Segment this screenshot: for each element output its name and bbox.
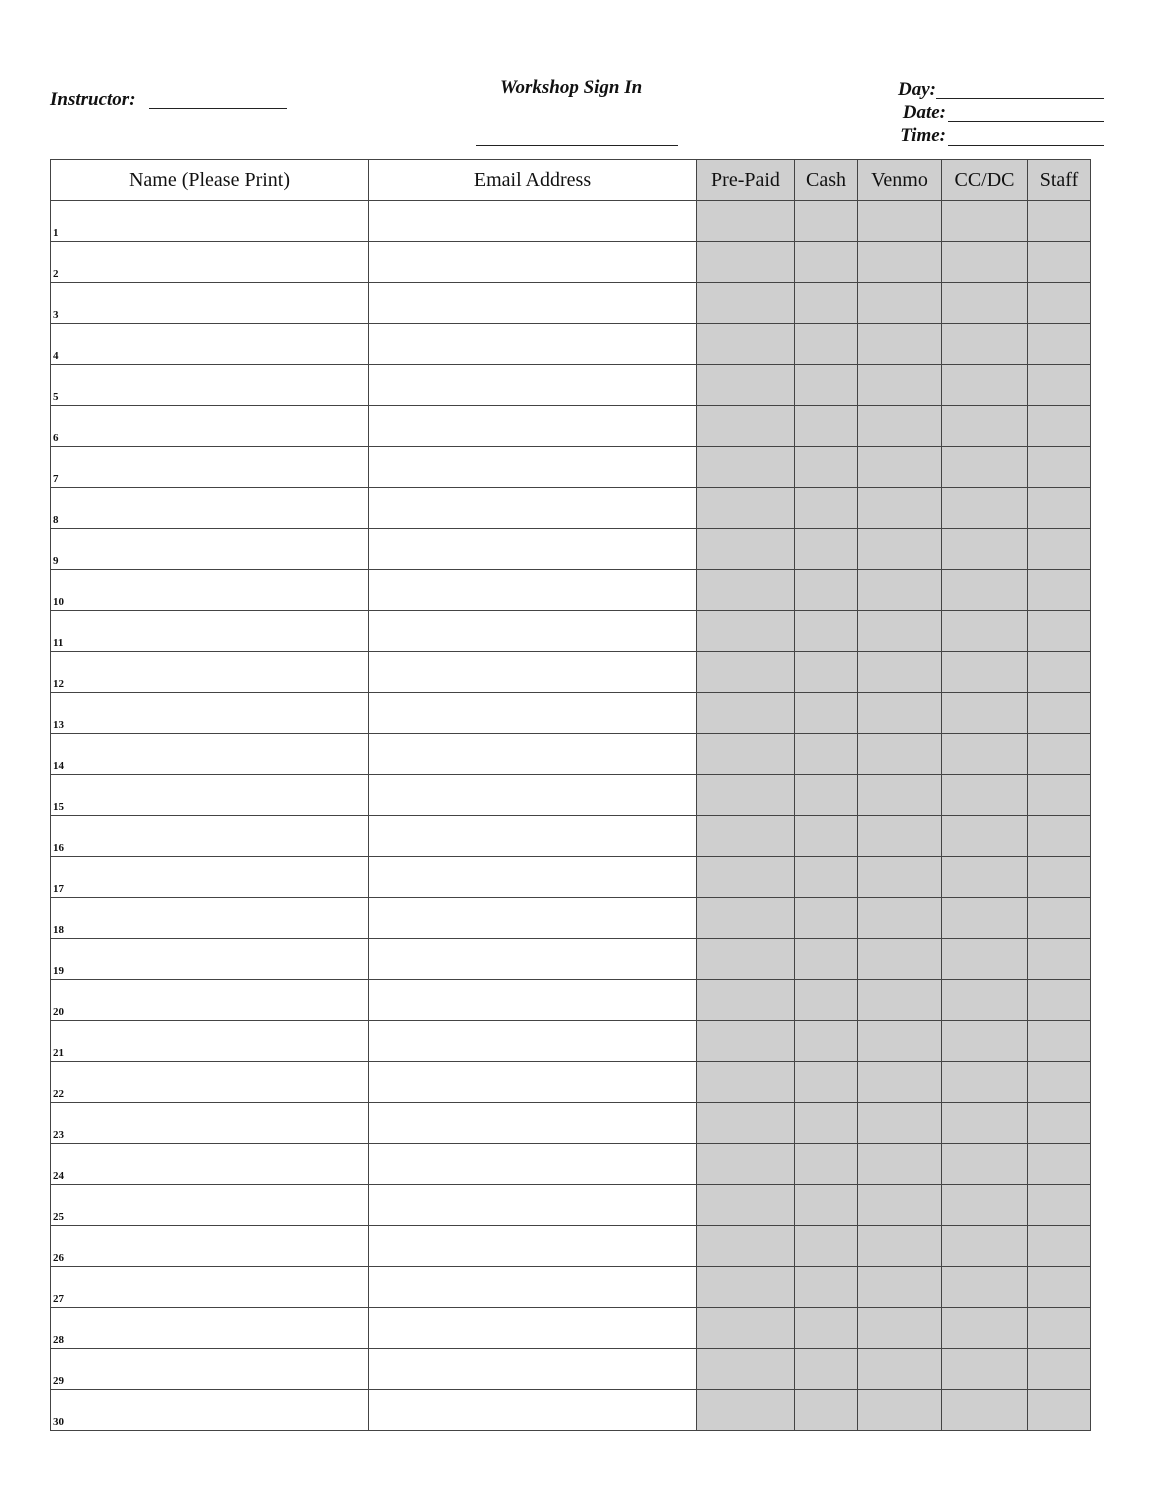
venmo-cell[interactable] [858, 693, 942, 734]
table-row [51, 1144, 1091, 1185]
workshop-name-field[interactable] [476, 145, 678, 146]
table-header-row [51, 160, 1091, 201]
email-cell[interactable] [369, 652, 697, 693]
ccdc-cell[interactable] [942, 693, 1028, 734]
row-number: 27 [53, 1293, 64, 1305]
cash-cell[interactable] [795, 201, 858, 242]
table-row [51, 652, 1091, 693]
cash-cell[interactable] [795, 242, 858, 283]
prepaid-cell[interactable] [697, 898, 795, 939]
table-row [51, 201, 1091, 242]
day-field[interactable] [936, 98, 1104, 99]
staff-cell[interactable] [1028, 1021, 1091, 1062]
staff-cell[interactable] [1028, 488, 1091, 529]
name-cell[interactable] [51, 1144, 369, 1185]
staff-cell[interactable] [1028, 1062, 1091, 1103]
venmo-cell[interactable] [858, 816, 942, 857]
ccdc-cell[interactable] [942, 529, 1028, 570]
prepaid-cell[interactable] [697, 652, 795, 693]
name-cell[interactable] [51, 939, 369, 980]
name-cell[interactable] [51, 1185, 369, 1226]
prepaid-cell[interactable] [697, 980, 795, 1021]
email-cell[interactable] [369, 201, 697, 242]
table-row [51, 1226, 1091, 1267]
row-number: 10 [53, 596, 64, 608]
staff-cell[interactable] [1028, 365, 1091, 406]
prepaid-cell[interactable] [697, 283, 795, 324]
row-number: 21 [53, 1047, 64, 1059]
prepaid-cell[interactable] [697, 242, 795, 283]
email-cell[interactable] [369, 570, 697, 611]
prepaid-cell[interactable] [697, 611, 795, 652]
venmo-cell[interactable] [858, 529, 942, 570]
ccdc-cell[interactable] [942, 1349, 1028, 1390]
row-number: 15 [53, 801, 64, 813]
venmo-cell[interactable] [858, 939, 942, 980]
row-number: 24 [53, 1170, 64, 1182]
table-row [51, 242, 1091, 283]
table-row [51, 1185, 1091, 1226]
staff-cell[interactable] [1028, 201, 1091, 242]
prepaid-cell[interactable] [697, 1226, 795, 1267]
name-cell[interactable] [51, 447, 369, 488]
name-cell[interactable] [51, 857, 369, 898]
table-row [51, 939, 1091, 980]
cash-cell[interactable] [795, 1103, 858, 1144]
prepaid-cell[interactable] [697, 1349, 795, 1390]
row-number: 2 [53, 268, 59, 280]
column-header-ccdc: CC/DC [942, 160, 1028, 201]
table-row [51, 529, 1091, 570]
prepaid-cell[interactable] [697, 365, 795, 406]
staff-cell[interactable] [1028, 406, 1091, 447]
page-title: Workshop Sign In [500, 77, 643, 98]
email-cell[interactable] [369, 1062, 697, 1103]
ccdc-cell[interactable] [942, 570, 1028, 611]
cash-cell[interactable] [795, 1144, 858, 1185]
column-header-venmo: Venmo [858, 160, 942, 201]
staff-cell[interactable] [1028, 1267, 1091, 1308]
ccdc-cell[interactable] [942, 1390, 1028, 1431]
column-header-cash: Cash [795, 160, 858, 201]
venmo-cell[interactable] [858, 242, 942, 283]
name-cell[interactable] [51, 1390, 369, 1431]
prepaid-cell[interactable] [697, 1185, 795, 1226]
column-header-email: Email Address [369, 160, 697, 201]
prepaid-cell[interactable] [697, 324, 795, 365]
cash-cell[interactable] [795, 611, 858, 652]
row-number: 9 [53, 555, 59, 567]
column-header-name: Name (Please Print) [51, 160, 369, 201]
name-cell[interactable] [51, 611, 369, 652]
venmo-cell[interactable] [858, 406, 942, 447]
email-cell[interactable] [369, 529, 697, 570]
staff-cell[interactable] [1028, 1308, 1091, 1349]
row-number: 13 [53, 719, 64, 731]
ccdc-cell[interactable] [942, 857, 1028, 898]
venmo-cell[interactable] [858, 488, 942, 529]
table-row [51, 1021, 1091, 1062]
ccdc-cell[interactable] [942, 652, 1028, 693]
table-row [51, 775, 1091, 816]
name-cell[interactable] [51, 1226, 369, 1267]
ccdc-cell[interactable] [942, 1144, 1028, 1185]
name-cell[interactable] [51, 734, 369, 775]
prepaid-cell[interactable] [697, 1103, 795, 1144]
prepaid-cell[interactable] [697, 1021, 795, 1062]
row-number: 23 [53, 1129, 64, 1141]
prepaid-cell[interactable] [697, 488, 795, 529]
row-number: 18 [53, 924, 64, 936]
name-cell[interactable] [51, 1349, 369, 1390]
table-row [51, 1267, 1091, 1308]
table-row [51, 857, 1091, 898]
staff-cell[interactable] [1028, 857, 1091, 898]
email-cell[interactable] [369, 242, 697, 283]
name-cell[interactable] [51, 693, 369, 734]
staff-cell[interactable] [1028, 570, 1091, 611]
cash-cell[interactable] [795, 447, 858, 488]
email-cell[interactable] [369, 1185, 697, 1226]
staff-cell[interactable] [1028, 980, 1091, 1021]
staff-cell[interactable] [1028, 611, 1091, 652]
name-cell[interactable] [51, 1103, 369, 1144]
ccdc-cell[interactable] [942, 816, 1028, 857]
cash-cell[interactable] [795, 1308, 858, 1349]
venmo-cell[interactable] [858, 1308, 942, 1349]
ccdc-cell[interactable] [942, 406, 1028, 447]
ccdc-cell[interactable] [942, 1021, 1028, 1062]
email-cell[interactable] [369, 1390, 697, 1431]
cash-cell[interactable] [795, 365, 858, 406]
venmo-cell[interactable] [858, 324, 942, 365]
table-row [51, 1308, 1091, 1349]
ccdc-cell[interactable] [942, 1062, 1028, 1103]
ccdc-cell[interactable] [942, 734, 1028, 775]
staff-cell[interactable] [1028, 775, 1091, 816]
email-cell[interactable] [369, 365, 697, 406]
name-cell[interactable] [51, 1021, 369, 1062]
name-cell[interactable] [51, 529, 369, 570]
name-cell[interactable] [51, 324, 369, 365]
venmo-cell[interactable] [858, 283, 942, 324]
staff-cell[interactable] [1028, 1390, 1091, 1431]
prepaid-cell[interactable] [697, 201, 795, 242]
row-number: 22 [53, 1088, 64, 1100]
email-cell[interactable] [369, 816, 697, 857]
cash-cell[interactable] [795, 693, 858, 734]
cash-cell[interactable] [795, 734, 858, 775]
prepaid-cell[interactable] [697, 1267, 795, 1308]
cash-cell[interactable] [795, 1349, 858, 1390]
table-body [51, 201, 1091, 1431]
name-cell[interactable] [51, 898, 369, 939]
table-row [51, 488, 1091, 529]
time-field[interactable] [948, 145, 1104, 146]
email-cell[interactable] [369, 447, 697, 488]
ccdc-cell[interactable] [942, 488, 1028, 529]
email-cell[interactable] [369, 611, 697, 652]
ccdc-cell[interactable] [942, 775, 1028, 816]
cash-cell[interactable] [795, 529, 858, 570]
time-label: Time: [900, 125, 946, 146]
prepaid-cell[interactable] [697, 1308, 795, 1349]
cash-cell[interactable] [795, 652, 858, 693]
cash-cell[interactable] [795, 816, 858, 857]
email-cell[interactable] [369, 775, 697, 816]
row-number: 5 [53, 391, 59, 403]
table-row [51, 1390, 1091, 1431]
ccdc-cell[interactable] [942, 447, 1028, 488]
venmo-cell[interactable] [858, 1144, 942, 1185]
venmo-cell[interactable] [858, 857, 942, 898]
cash-cell[interactable] [795, 857, 858, 898]
email-cell[interactable] [369, 734, 697, 775]
venmo-cell[interactable] [858, 652, 942, 693]
cash-cell[interactable] [795, 1390, 858, 1431]
venmo-cell[interactable] [858, 1349, 942, 1390]
ccdc-cell[interactable] [942, 324, 1028, 365]
instructor-label: Instructor: [50, 89, 136, 110]
instructor-field[interactable] [149, 108, 287, 109]
row-number: 6 [53, 432, 59, 444]
staff-cell[interactable] [1028, 1226, 1091, 1267]
table-row [51, 447, 1091, 488]
staff-cell[interactable] [1028, 283, 1091, 324]
column-header-prepaid: Pre-Paid [697, 160, 795, 201]
venmo-cell[interactable] [858, 611, 942, 652]
name-cell[interactable] [51, 980, 369, 1021]
venmo-cell[interactable] [858, 980, 942, 1021]
row-number: 1 [53, 227, 59, 239]
cash-cell[interactable] [795, 898, 858, 939]
venmo-cell[interactable] [858, 570, 942, 611]
name-cell[interactable] [51, 1062, 369, 1103]
table-row [51, 283, 1091, 324]
cash-cell[interactable] [795, 324, 858, 365]
row-number: 16 [53, 842, 64, 854]
cash-cell[interactable] [795, 980, 858, 1021]
staff-cell[interactable] [1028, 734, 1091, 775]
name-cell[interactable] [51, 283, 369, 324]
email-cell[interactable] [369, 1103, 697, 1144]
email-cell[interactable] [369, 324, 697, 365]
staff-cell[interactable] [1028, 1144, 1091, 1185]
name-cell[interactable] [51, 365, 369, 406]
row-number: 4 [53, 350, 59, 362]
staff-cell[interactable] [1028, 529, 1091, 570]
table-row [51, 980, 1091, 1021]
staff-cell[interactable] [1028, 898, 1091, 939]
ccdc-cell[interactable] [942, 1185, 1028, 1226]
email-cell[interactable] [369, 1226, 697, 1267]
name-cell[interactable] [51, 242, 369, 283]
email-cell[interactable] [369, 283, 697, 324]
staff-cell[interactable] [1028, 652, 1091, 693]
table-row [51, 611, 1091, 652]
venmo-cell[interactable] [858, 1103, 942, 1144]
venmo-cell[interactable] [858, 1390, 942, 1431]
prepaid-cell[interactable] [697, 775, 795, 816]
row-number: 3 [53, 309, 59, 321]
prepaid-cell[interactable] [697, 1144, 795, 1185]
venmo-cell[interactable] [858, 734, 942, 775]
email-cell[interactable] [369, 488, 697, 529]
name-cell[interactable] [51, 488, 369, 529]
email-cell[interactable] [369, 1021, 697, 1062]
staff-cell[interactable] [1028, 939, 1091, 980]
row-number: 7 [53, 473, 59, 485]
venmo-cell[interactable] [858, 447, 942, 488]
prepaid-cell[interactable] [697, 406, 795, 447]
staff-cell[interactable] [1028, 1349, 1091, 1390]
row-number: 29 [53, 1375, 64, 1387]
table-row [51, 406, 1091, 447]
cash-cell[interactable] [795, 570, 858, 611]
row-number: 30 [53, 1416, 64, 1428]
venmo-cell[interactable] [858, 1226, 942, 1267]
row-number: 26 [53, 1252, 64, 1264]
cash-cell[interactable] [795, 1267, 858, 1308]
prepaid-cell[interactable] [697, 693, 795, 734]
row-number: 12 [53, 678, 64, 690]
row-number: 17 [53, 883, 64, 895]
venmo-cell[interactable] [858, 1062, 942, 1103]
cash-cell[interactable] [795, 1021, 858, 1062]
cash-cell[interactable] [795, 406, 858, 447]
prepaid-cell[interactable] [697, 1062, 795, 1103]
prepaid-cell[interactable] [697, 529, 795, 570]
prepaid-cell[interactable] [697, 570, 795, 611]
table-row [51, 1349, 1091, 1390]
name-cell[interactable] [51, 652, 369, 693]
staff-cell[interactable] [1028, 693, 1091, 734]
venmo-cell[interactable] [858, 1267, 942, 1308]
email-cell[interactable] [369, 1144, 697, 1185]
name-cell[interactable] [51, 570, 369, 611]
ccdc-cell[interactable] [942, 201, 1028, 242]
date-field[interactable] [948, 121, 1104, 122]
ccdc-cell[interactable] [942, 939, 1028, 980]
staff-cell[interactable] [1028, 324, 1091, 365]
email-cell[interactable] [369, 980, 697, 1021]
row-number: 8 [53, 514, 59, 526]
cash-cell[interactable] [795, 283, 858, 324]
ccdc-cell[interactable] [942, 283, 1028, 324]
prepaid-cell[interactable] [697, 1390, 795, 1431]
name-cell[interactable] [51, 406, 369, 447]
email-cell[interactable] [369, 1308, 697, 1349]
staff-cell[interactable] [1028, 1185, 1091, 1226]
name-cell[interactable] [51, 816, 369, 857]
email-cell[interactable] [369, 1349, 697, 1390]
prepaid-cell[interactable] [697, 857, 795, 898]
table-row [51, 324, 1091, 365]
ccdc-cell[interactable] [942, 242, 1028, 283]
ccdc-cell[interactable] [942, 611, 1028, 652]
ccdc-cell[interactable] [942, 1267, 1028, 1308]
staff-cell[interactable] [1028, 242, 1091, 283]
venmo-cell[interactable] [858, 1021, 942, 1062]
email-cell[interactable] [369, 939, 697, 980]
venmo-cell[interactable] [858, 201, 942, 242]
name-cell[interactable] [51, 1308, 369, 1349]
row-number: 20 [53, 1006, 64, 1018]
day-label: Day: [898, 79, 936, 100]
cash-cell[interactable] [795, 1226, 858, 1267]
table-row [51, 898, 1091, 939]
date-label: Date: [902, 102, 946, 123]
table-row [51, 365, 1091, 406]
staff-cell[interactable] [1028, 816, 1091, 857]
ccdc-cell[interactable] [942, 1226, 1028, 1267]
staff-cell[interactable] [1028, 1103, 1091, 1144]
name-cell[interactable] [51, 775, 369, 816]
ccdc-cell[interactable] [942, 1308, 1028, 1349]
staff-cell[interactable] [1028, 447, 1091, 488]
email-cell[interactable] [369, 693, 697, 734]
table-row [51, 816, 1091, 857]
email-cell[interactable] [369, 1267, 697, 1308]
prepaid-cell[interactable] [697, 734, 795, 775]
row-number: 19 [53, 965, 64, 977]
venmo-cell[interactable] [858, 775, 942, 816]
ccdc-cell[interactable] [942, 1103, 1028, 1144]
name-cell[interactable] [51, 1267, 369, 1308]
prepaid-cell[interactable] [697, 816, 795, 857]
column-header-staff: Staff [1028, 160, 1091, 201]
row-number: 28 [53, 1334, 64, 1346]
cash-cell[interactable] [795, 1062, 858, 1103]
table-row [51, 693, 1091, 734]
email-cell[interactable] [369, 898, 697, 939]
prepaid-cell[interactable] [697, 939, 795, 980]
email-cell[interactable] [369, 406, 697, 447]
row-number: 25 [53, 1211, 64, 1223]
cash-cell[interactable] [795, 1185, 858, 1226]
row-number: 11 [53, 637, 64, 649]
row-number: 14 [53, 760, 64, 772]
venmo-cell[interactable] [858, 898, 942, 939]
email-cell[interactable] [369, 857, 697, 898]
sign-in-table [50, 159, 1091, 1431]
prepaid-cell[interactable] [697, 447, 795, 488]
cash-cell[interactable] [795, 939, 858, 980]
table-row [51, 1103, 1091, 1144]
venmo-cell[interactable] [858, 1185, 942, 1226]
table-row [51, 734, 1091, 775]
ccdc-cell[interactable] [942, 898, 1028, 939]
table-row [51, 1062, 1091, 1103]
cash-cell[interactable] [795, 488, 858, 529]
ccdc-cell[interactable] [942, 365, 1028, 406]
table-row [51, 570, 1091, 611]
ccdc-cell[interactable] [942, 980, 1028, 1021]
venmo-cell[interactable] [858, 365, 942, 406]
name-cell[interactable] [51, 201, 369, 242]
cash-cell[interactable] [795, 775, 858, 816]
